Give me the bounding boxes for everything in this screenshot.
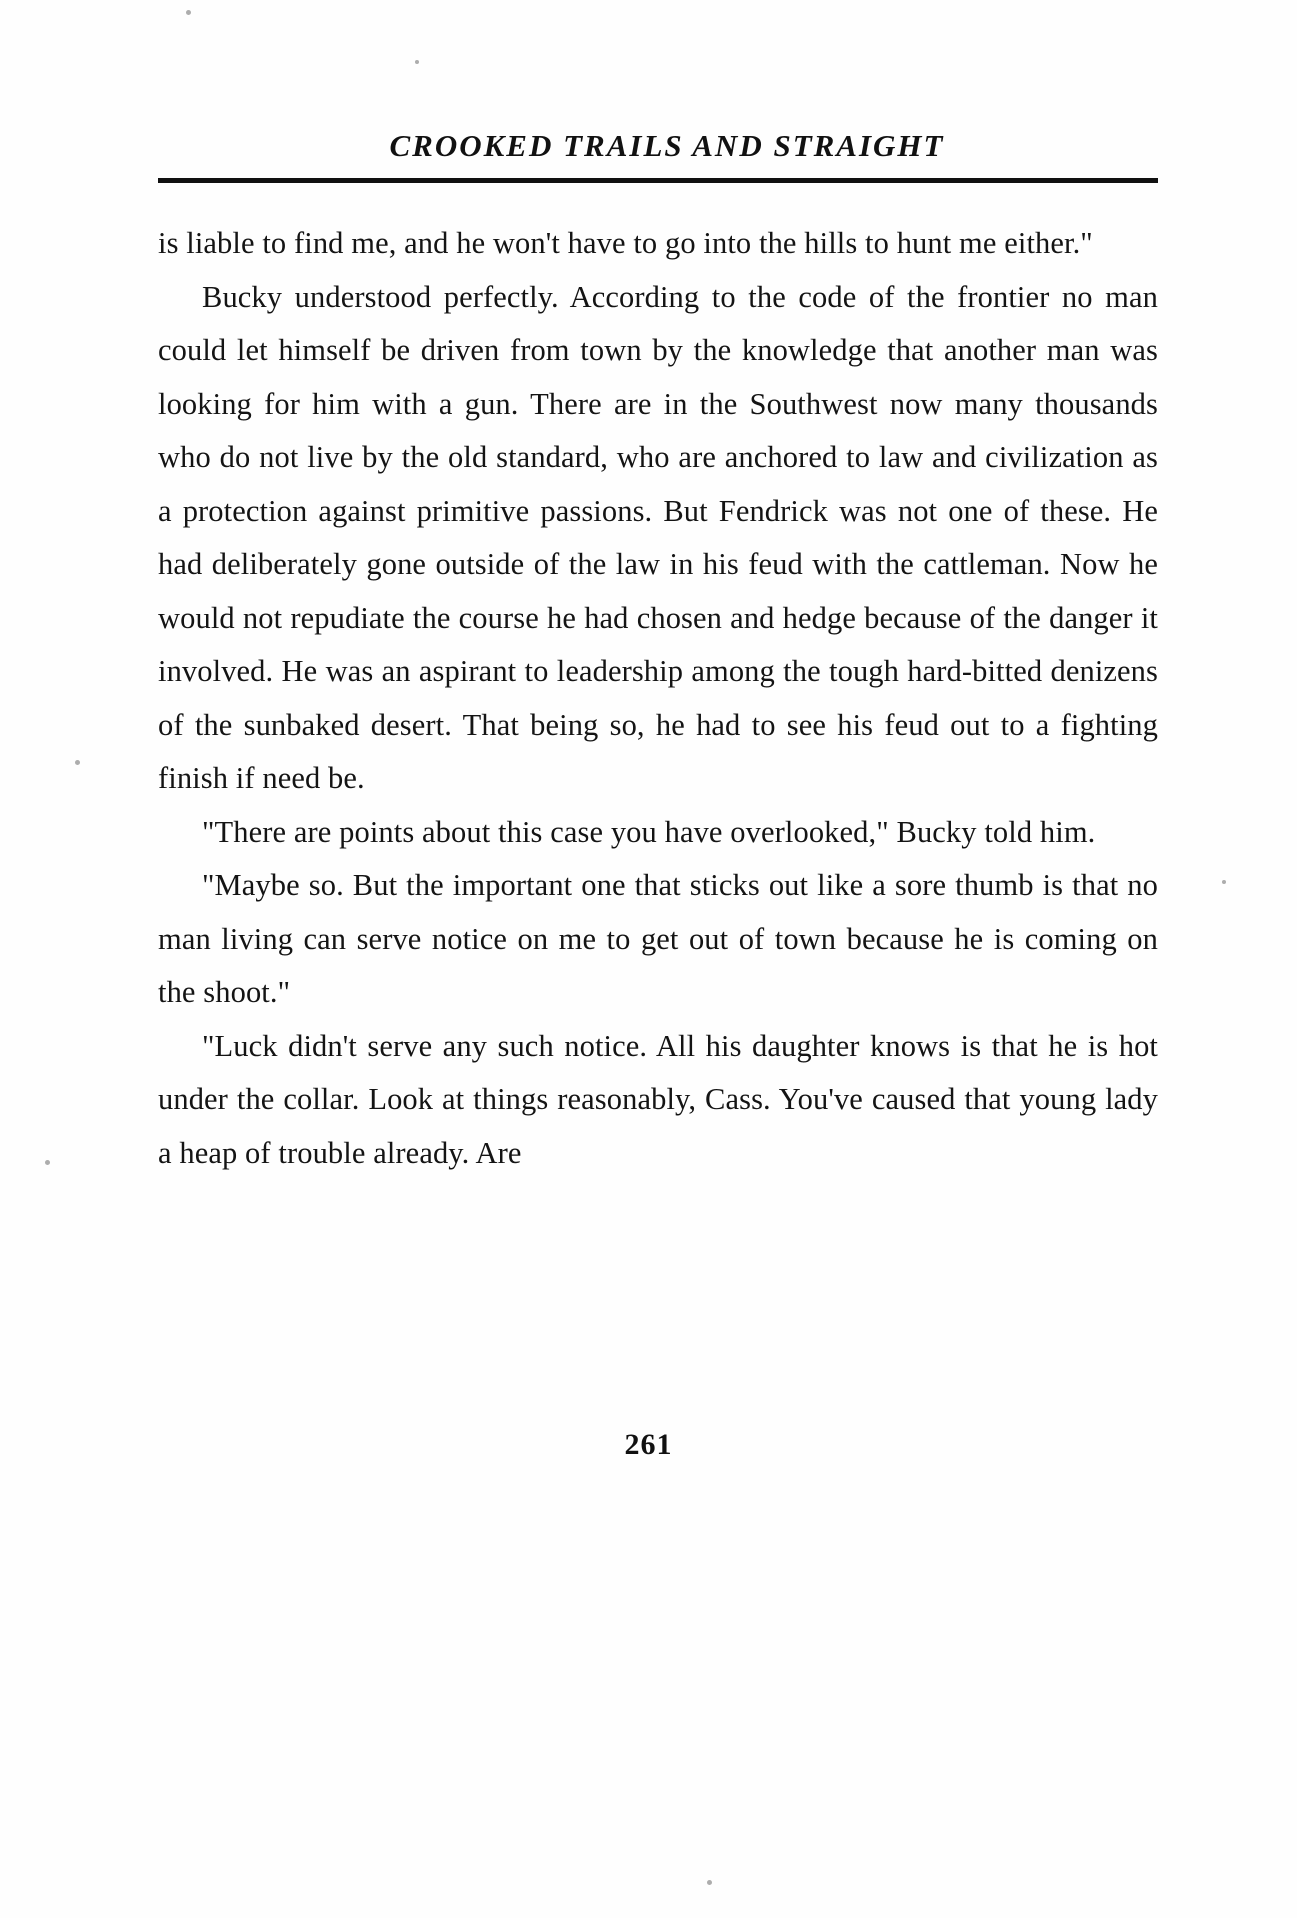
paragraph: Bucky understood perfectly. According to the code of the frontier no man could let himself be driven from town by the knowledge that another man was looking for him with a gun. There are in the Southwest now many thousands who do not live by the old standard, who are anchored to law and civilization as a protection against primitive passions. But Fendrick was not one of these. He had deliberately gone outside of the law in his feud with the cattleman. Now he would not repudiate the course he had chosen and hedge because of the danger it involved. He was an aspirant to leadership among the tough hard-bitted denizens of the sunbaked desert. That being so, he had to see his feud out to a fighting finish if need be.	[158, 279, 1158, 795]
running-head: CROOKED TRAILS AND STRAIGHT	[389, 128, 945, 163]
body-text	[158, 217, 1158, 1180]
paragraph: is liable to find me, and he won't have to go into the hills to hunt me either."	[158, 226, 1093, 260]
header-rule	[158, 178, 1158, 183]
paragraph: "Maybe so. But the important one that sticks out like a sore thumb is that no man living can serve notice on me to get out of town because he is coming on the shoot."	[158, 868, 1158, 1009]
page-speck	[45, 1160, 50, 1165]
page-speck	[415, 60, 419, 64]
page-number: 261	[624, 1428, 673, 1461]
page-speck	[186, 10, 191, 15]
page-speck	[75, 760, 80, 765]
page-speck	[707, 1880, 712, 1885]
paragraph: "There are points about this case you have overlooked," Bucky told him.	[202, 814, 1096, 849]
page-content	[150, 128, 1170, 1180]
page-speck	[1222, 880, 1226, 884]
paragraph: "Luck didn't serve any such notice. All his daughter knows is that he is hot under the collar. Look at things reasonably, Cass. You've caused that young lady a heap of trouble already. Are	[158, 1028, 1158, 1170]
